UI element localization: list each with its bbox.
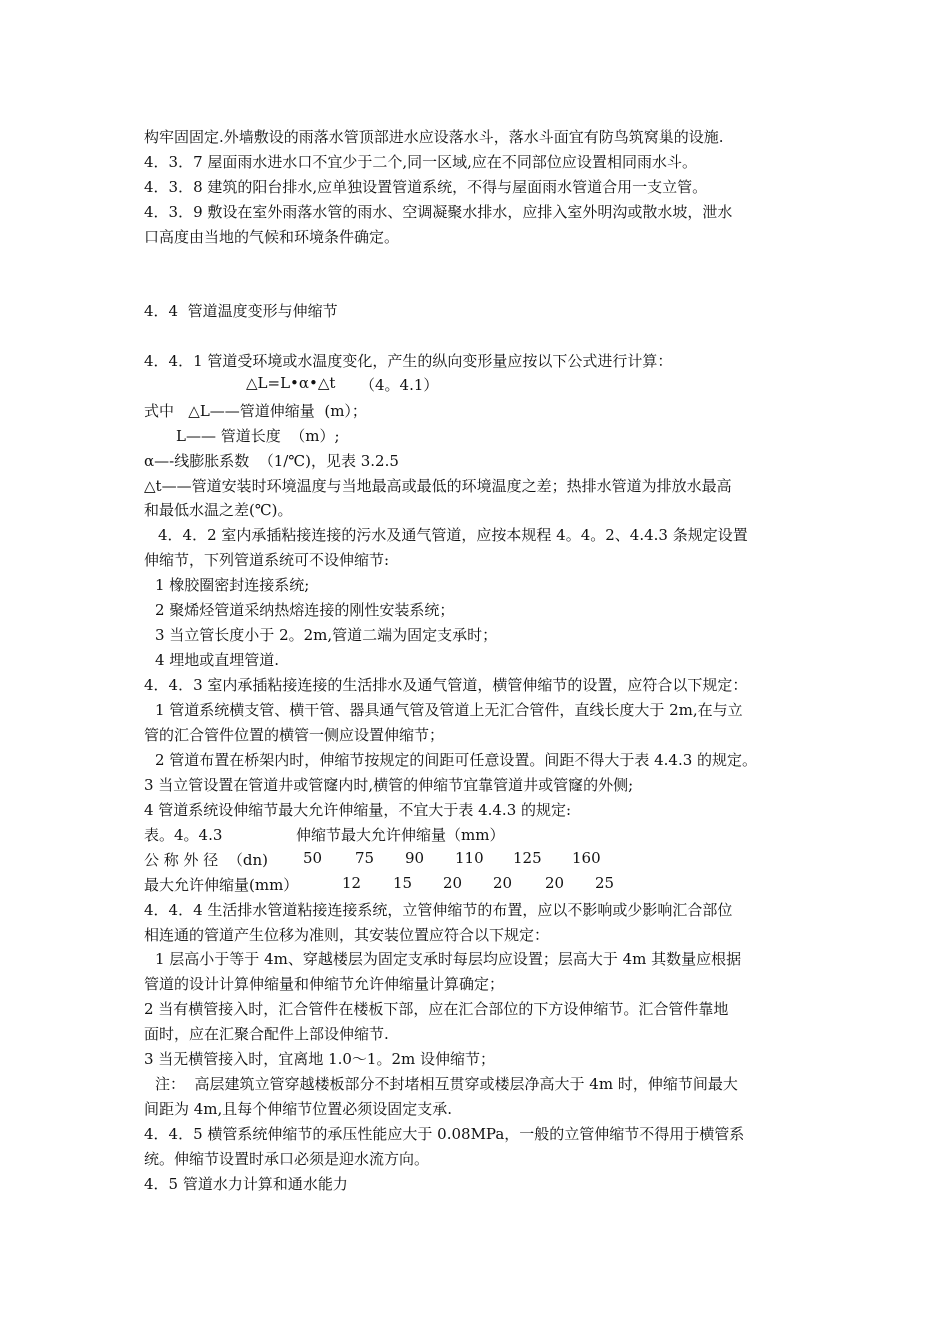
paragraph: 构牢固固定.外墙敷设的雨落水管顶部进水应设落水斗，落水斗面宜有防鸟筑窝巢的设施. xyxy=(144,128,724,146)
note: 注： 高层建筑立管穿越楼板部分不封堵相互贯穿或楼层净高大于 4m 时，伸缩节间最大 xyxy=(155,1075,738,1093)
clause-4-4-2: 4．4．2 室内承插粘接连接的污水及通气管道，应按本规程 4。4。2、4.4.3 条规定设置 xyxy=(158,526,748,544)
table-cell: 20 xyxy=(443,874,463,892)
clause-4-3-9-cont: 口高度由当地的气候和环境条件确定。 xyxy=(144,228,400,246)
table-cell: 25 xyxy=(595,874,615,892)
section-heading-4-5: 4．5 管道水力计算和通水能力 xyxy=(144,1175,348,1193)
table-cell: 160 xyxy=(572,849,601,867)
list-item: 1 层高小于等于 4m、穿越楼层为固定支承时每层均应设置；层高大于 4m 其数量应根据 xyxy=(155,950,742,968)
definition-delta-l: 式中 △L——管道伸缩量 (m）； xyxy=(144,402,367,420)
table-row-label: 最大允许伸缩量(mm） xyxy=(144,876,299,894)
table-cell: 20 xyxy=(493,874,513,892)
list-item-cont: 面时，应在汇聚合配件上部设伸缩节. xyxy=(144,1025,389,1043)
clause-4-4-1: 4．4．1 管道受环境或水温度变化，产生的纵向变形量应按以下公式进行计算： xyxy=(144,352,673,370)
clause-4-3-9: 4．3．9 敷设在室外雨落水管的雨水、空调凝聚水排水，应排入室外明沟或散水坡，泄水 xyxy=(144,203,733,221)
list-item: 2 聚烯烃管道采纳热熔连接的刚性安装系统； xyxy=(155,601,455,619)
table-row-label: 公 称 外 径 （dn) xyxy=(144,851,268,869)
clause-4-4-4-cont: 相连通的管道产生位移为准则，其安装位置应符合以下规定： xyxy=(144,926,550,944)
clause-4-4-4: 4．4．4 生活排水管道粘接连接系统，立管伸缩节的布置，应以不影响或少影响汇合部位 xyxy=(144,901,733,919)
formula-number: （4。4.1） xyxy=(360,376,439,394)
definition-alpha: α—-线膨胀系数 （1/℃)，见表 3.2.5 xyxy=(144,452,399,470)
table-cell: 12 xyxy=(342,874,362,892)
list-item-cont: 管道的设计计算伸缩量和伸缩节允许伸缩量计算确定； xyxy=(144,975,505,993)
table-cell: 125 xyxy=(513,849,542,867)
table-cell: 75 xyxy=(355,849,375,867)
formula: △L=L•α•△t xyxy=(246,374,336,392)
list-item: 1 管道系统横支管、横干管、器具通气管及管道上无汇合管件，直线长度大于 2m,在与立 xyxy=(155,701,743,719)
list-item-cont: 管的汇合管件位置的横管一侧应设置伸缩节； xyxy=(144,726,445,744)
list-item: 4 埋地或直埋管道. xyxy=(155,651,280,669)
clause-4-4-5: 4．4．5 横管系统伸缩节的承压性能应大于 0.08MPa，一般的立管伸缩节不得用于横管系 xyxy=(144,1125,745,1143)
clause-4-3-8: 4．3．8 建筑的阳台排水,应单独设置管道系统，不得与屋面雨水管道合用一支立管。 xyxy=(144,178,708,196)
definition-delta-t: △t——管道安装时环境温度与当地最高或最低的环境温度之差；热排水管道为排放水最高 xyxy=(144,477,732,495)
clause-4-4-3: 4．4．3 室内承插粘接连接的生活排水及通气管道，横管伸缩节的设置，应符合以下规定： xyxy=(144,676,748,694)
clause-4-3-7: 4．3．7 屋面雨水进水口不宜少于二个,同一区域,应在不同部位应设置相同雨水斗。 xyxy=(144,153,697,171)
note-cont: 间距为 4m,且每个伸缩节位置必须设固定支承. xyxy=(144,1100,453,1118)
list-item: 4 管道系统设伸缩节最大允许伸缩量，不宜大于表 4.4.3 的规定: xyxy=(144,801,572,819)
definition-l: L—— 管道长度 （m）; xyxy=(176,427,340,445)
list-item: 3 当立管长度小于 2。2m,管道二端为固定支承时； xyxy=(155,626,498,644)
list-item: 3 当立管设置在管道井或管窿内时,横管的伸缩节宜靠管道井或管窿的外侧; xyxy=(144,776,634,794)
section-heading-4-4: 4．4 管道温度变形与伸缩节 xyxy=(144,302,338,320)
table-cell: 20 xyxy=(545,874,565,892)
clause-4-4-5-cont: 统。伸缩节设置时承口必须是迎水流方向。 xyxy=(144,1150,430,1168)
definition-delta-t-cont: 和最低水温之差(℃)。 xyxy=(144,501,293,519)
table-cell: 110 xyxy=(455,849,484,867)
list-item: 3 当无横管接入时，宜离地 1.0～1。2m 设伸缩节； xyxy=(144,1050,496,1068)
list-item: 2 管道布置在桥架内时，伸缩节按规定的间距可任意设置。间距不得大于表 4.4.3 的规定。 xyxy=(155,751,758,769)
list-item: 1 橡胶圈密封连接系统; xyxy=(155,576,310,594)
table-cell: 50 xyxy=(303,849,323,867)
table-caption-number: 表。4。4.3 xyxy=(144,826,223,844)
table-caption-title: 伸缩节最大允许伸缩量（mm） xyxy=(296,826,505,844)
table-cell: 15 xyxy=(393,874,413,892)
list-item: 2 当有横管接入时，汇合管件在楼板下部，应在汇合部位的下方设伸缩节。汇合管件靠地 xyxy=(144,1000,729,1018)
clause-4-4-2-cont: 伸缩节，下列管道系统可不设伸缩节: xyxy=(144,551,390,569)
table-cell: 90 xyxy=(405,849,425,867)
